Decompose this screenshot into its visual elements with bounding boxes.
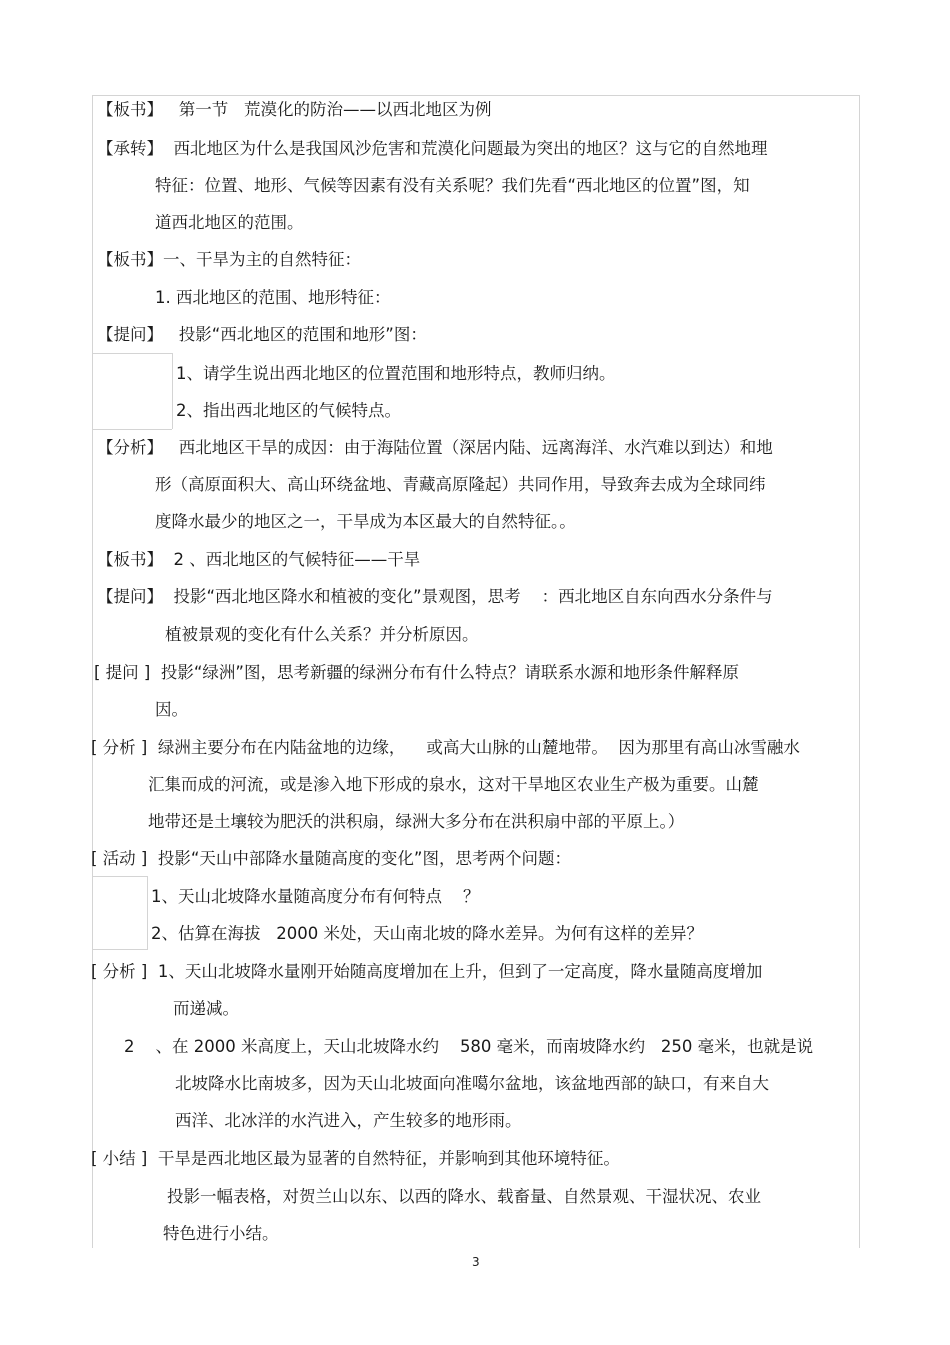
text-line: 汇集而成的河流，或是渗入地下形成的泉水，这对干旱地区农业生产极为重要。山麓 [148,775,759,794]
text-line: 而递减。 [173,999,239,1018]
text-line: 植被景观的变化有什么关系？并分析原因。 [165,625,479,644]
text-line: 度降水最少的地区之一，干旱成为本区最大的自然特征。。 [155,512,576,531]
cell-border [92,353,172,354]
table-border-top [92,95,860,96]
text-line: 形（高原面积大、高山环绕盆地、青藏高原隆起）共同作用，导致奔去成为全球同纬 [155,475,766,494]
text-line: 【承转】 西北地区为什么是我国风沙危害和荒漠化问题最为突出的地区？这与它的自然地理 [97,139,768,158]
text-line: 1. 西北地区的范围、地形特征： [155,288,391,307]
text-line: 特征：位置、地形、气候等因素有没有关系呢？我们先看“西北地区的位置”图，知 [155,176,750,195]
text-line: 【板书】一、干旱为主的自然特征： [97,250,361,269]
table-border-right [859,95,860,1248]
page-number: 3 [472,1255,480,1269]
cell-border [92,949,148,950]
text-line: [ 小结 ] 干旱是西北地区最为显著的自然特征，并影响到其他环境特征。 [91,1149,620,1168]
cell-border [92,876,148,877]
text-line: [ 分析 ] 绿洲主要分布在内陆盆地的边缘， 或高大山脉的山麓地带。 因为那里有高山冰雪融水 [91,738,800,757]
text-line: [ 活动 ] 投影“天山中部降水量随高度的变化”图，思考两个问题： [91,849,571,868]
text-line: 地带还是土壤较为肥沃的洪积扇，绿洲大多分布在洪积扇中部的平原上。） [148,812,685,831]
text-line: 【板书】 2 、西北地区的气候特征——干旱 [97,550,421,569]
cell-border [92,429,172,430]
text-line: 1、天山北坡降水量随高度分布有何特点 ？ [151,887,480,906]
text-line: 2、估算在海拔 2000 米处，天山南北坡的降水差异。为何有这样的差异？ [151,924,703,943]
text-line: 1、请学生说出西北地区的位置范围和地形特点，教师归纳。 [176,364,616,383]
text-line: [ 提问 ] 投影“绿洲”图，思考新疆的绿洲分布有什么特点？请联系水源和地形条件解释原 [94,663,739,682]
text-line: 2 、在 2000 米高度上，天山北坡降水约 580 毫米，而南坡降水约 250 毫米，也就是说 [124,1037,814,1056]
text-line: 【板书】 第一节 荒漠化的防治——以西北地区为例 [97,100,492,119]
text-line: 2、指出西北地区的气候特点。 [176,401,401,420]
cell-border [172,353,173,429]
text-line: 西洋、北冰洋的水汽进入，产生较多的地形雨。 [175,1111,522,1130]
text-line: [ 分析 ] 1、天山北坡降水量刚开始随高度增加在上升，但到了一定高度，降水量随高度增加 [91,962,763,981]
text-line: 道西北地区的范围。 [155,213,304,232]
text-line: 投影一幅表格，对贺兰山以东、以西的降水、载畜量、自然景观、干湿状况、农业 [167,1187,761,1206]
cell-border [147,876,148,949]
table-border-left [92,95,93,1248]
text-line: 【提问】 投影“西北地区的范围和地形”图： [97,325,427,344]
text-line: 【提问】 投影“西北地区降水和植被的变化”景观图，思考 ：西北地区自东向西水分条件与 [97,587,773,606]
text-line: 特色进行小结。 [163,1224,279,1243]
text-line: 因。 [155,700,188,719]
text-line: 【分析】 西北地区干旱的成因：由于海陆位置（深居内陆、远离海洋、水汽难以到达）和地 [97,438,773,457]
text-line: 北坡降水比南坡多，因为天山北坡面向准噶尔盆地，该盆地西部的缺口，有来自大 [175,1074,769,1093]
